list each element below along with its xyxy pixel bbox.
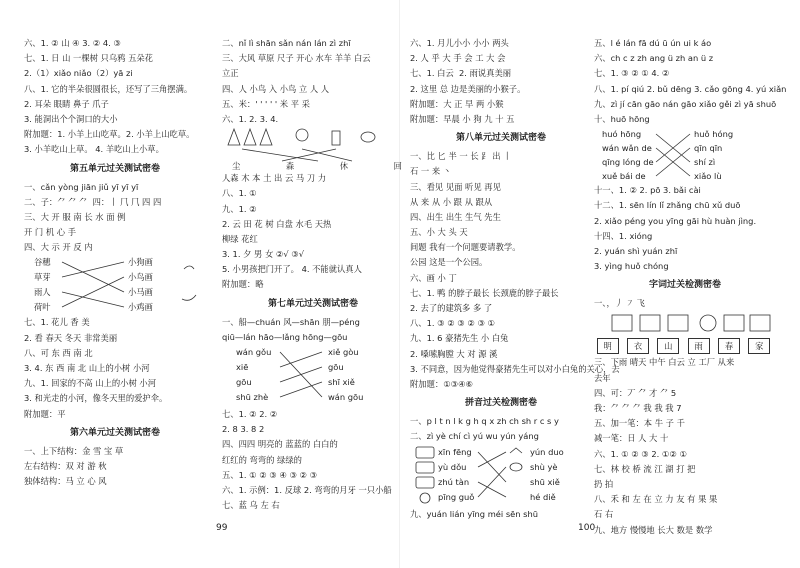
answer-line: 2. 嗓嗦胸膛 大 对 源 溪 — [410, 348, 498, 359]
section-heading: 第八单元过关测试密卷 — [455, 133, 546, 144]
pinyin-picture-matching — [410, 445, 592, 507]
answer-line: 九、地方 慢慢地 长大 数是 数学 — [594, 524, 713, 535]
answer-line: 六、1. 示例：1. 反球 2. 弯弯的月牙 一只小船 — [222, 484, 392, 495]
answer-line: 去年 — [594, 372, 611, 383]
answer-line: 2. 耳朵 眼睛 鼻子 爪子 — [24, 98, 109, 109]
character-box: 山 — [657, 338, 679, 354]
answer-line: 独体结构：马 立 心 风 — [24, 476, 107, 487]
answer-line: 五、加一笔：本 牛 子 千 — [594, 418, 685, 429]
answer-line: 十二、1. sēn lín lǐ zhǎng chū xǔ duō — [594, 200, 741, 211]
answer-line: 附加题：大 正 早 两 小猴 — [410, 98, 504, 109]
answer-line: 附加题：1. 小羊上山吃草。2. 小羊上山吃草。 — [24, 129, 195, 140]
answer-line: 3. 1. 夕 男 女 ②√ ③√ — [222, 249, 304, 260]
answer-line: 九、1. 回家的不高 山上的小树 小河 — [24, 378, 156, 389]
answer-line: 开 门 机 心 手 — [24, 227, 77, 238]
answer-line: 五、米：' ' ' ' ' 米 平 采 — [222, 98, 310, 109]
match-right-item: qīn qīn — [694, 143, 723, 154]
answer-line: 八、可 东 西 南 北 — [24, 347, 93, 358]
answer-line: 左右结构：双 对 游 秋 — [24, 460, 107, 471]
match-left-item: 草芽 — [34, 272, 51, 283]
match-right-item: hé diě — [530, 491, 556, 502]
character-box: 明 — [597, 338, 619, 354]
answer-line: 2. 人 乎 大 手 会 工 大 会 — [410, 53, 506, 64]
answer-line: 一、上下结构：金 雪 宝 草 — [24, 445, 124, 456]
answer-line: 八、1. pí qiú 2. bǔ dēng 3. cǎo gōng 4. yú xiǎn — [594, 83, 787, 94]
answer-line: 七、1. ② 2. ② — [222, 409, 278, 419]
answer-line: 柳绿 花红 — [222, 233, 258, 244]
answer-line: 5. 小男孩把门开了。 4. 不能就认真人 — [222, 264, 362, 275]
match-left-item: zhú tàn — [438, 476, 470, 487]
answer-line: 七、1. 鸭 的脖子最长 长颈鹿的脖子最长 — [410, 287, 559, 298]
answer-line: 2. 8 3. 8 2 — [222, 424, 265, 435]
answer-line: 四、可：丆 ⺈ 才 ⺈ 5 — [594, 387, 677, 398]
match-left-item: huó hōng — [602, 129, 642, 140]
page-number-left: 99 — [216, 523, 228, 533]
match-left-item: 谷穗 — [34, 257, 51, 268]
picture-label: 尘 — [232, 161, 241, 172]
answer-line: 十、huō hōng — [594, 113, 650, 124]
answer-line: 2. 这里 总 边是美丽的小猴子。 — [410, 83, 526, 94]
match-right-item: 小马画 — [128, 287, 153, 298]
answer-line: 附加题：早晨 小 狗 九 十 五 — [410, 113, 515, 124]
picture-row-icons — [594, 311, 776, 337]
column-4 — [594, 36, 787, 536]
match-right-item: shí zì — [694, 157, 716, 168]
match-left-item: 雨人 — [34, 287, 51, 298]
answer-line: 一、cǎn yòng jiān jiǔ yī yī yī — [24, 181, 139, 192]
answer-line: 扔 拍 — [594, 478, 614, 489]
answer-line: 2. 云 田 花 树 白盘 水毛 天热 — [222, 218, 332, 229]
answer-line: 八、1. 它的半朵很圆很长，还写了三角摆满。 — [24, 83, 193, 94]
answer-line: 六、1. ① ② ③ 2. ①② ① — [594, 448, 687, 459]
answer-line: 十一、1. ② 2. pō 3. bǎi cài — [594, 185, 701, 196]
answer-line: 附加题：①③④⑥ — [410, 378, 473, 389]
answer-line: 六、画 小 丁 — [410, 272, 457, 283]
match-left-item: shū zhè — [236, 392, 269, 402]
match-right-item: 小狗画 — [128, 257, 153, 268]
answer-line: 五、小 大 头 天 — [410, 227, 468, 238]
answer-line: 三、看见 见面 听见 再见 — [410, 181, 501, 192]
answer-line: 二、nǐ lì shān sǎn nán lán zì zhī — [222, 38, 351, 48]
match-left-item: xuě bái de — [602, 171, 646, 182]
match-right-item: wán gōu — [328, 392, 364, 402]
answer-line: 二、子：⺈ ⺈ ⺈ 四：丨 ⺇ ⺇ 四 四 — [24, 196, 162, 207]
pinyin-matching — [594, 127, 776, 183]
answer-line: 3. 和光走的小河，像冬天里的爱护伞。 — [24, 393, 168, 404]
section-heading: 字词过关检测密卷 — [648, 280, 721, 291]
match-left-item: yù dǒu — [438, 461, 467, 472]
answer-line: 四、人 小鸟 入 小鸟 立 人 人 — [222, 83, 330, 94]
match-left-item: xīn fēng — [438, 446, 472, 457]
section-heading: 第五单元过关测试密卷 — [69, 163, 160, 174]
answer-line: 五、1. ① ② ③ ④ ③ ② ③ — [222, 469, 318, 480]
answer-line: 十四、1. xióng — [594, 230, 653, 241]
answer-line: 一、，丿 ㇇ 飞 — [594, 298, 645, 309]
answer-line: 七、1. 白云 2. 雨说真美丽 — [410, 68, 512, 79]
page-number-right: 100 — [578, 523, 596, 533]
answer-line: 七、蓝 乌 左 右 — [222, 500, 280, 511]
answer-line: 七、1. ③ ② ① 4. ② — [594, 68, 670, 79]
answer-line: 七、1. 花儿 香 美 — [24, 317, 90, 328]
match-right-item: shū xiě — [530, 476, 560, 487]
match-lines — [594, 127, 776, 183]
answer-line: 2. yuán shì yuán zhī — [594, 245, 678, 256]
match-left-item: wán gǒu — [236, 347, 272, 357]
answer-line: 从 来 从 小 跟 从 跟从 — [410, 196, 493, 207]
section-heading: 拼音过关检测密卷 — [464, 398, 537, 409]
section-heading: 第六单元过关测试密卷 — [69, 427, 160, 438]
answer-line: 九、1. ② — [222, 203, 257, 214]
picture-label: 休 — [339, 161, 349, 172]
answer-line: 3. 4. 东 西 南 北 山上的小树 小河 — [24, 363, 150, 373]
answer-line: 九、yuán lián yīng méi sēn shū — [410, 508, 539, 519]
answer-line: 红红的 弯弯的 绿绿的 — [222, 454, 302, 465]
answer-line: 2. xiǎo péng you yīng gāi hù huàn jìng. — [594, 215, 757, 226]
answer-line: 3. yìng huǒ chóng — [594, 261, 669, 272]
match-left-item: pīng guǒ — [438, 491, 475, 502]
answer-line: 3. 不同意，因为他觉得豪猪先生可以对小白兔的关心，去 — [410, 363, 620, 374]
picture-row — [594, 311, 776, 337]
answer-line: 五、l é lán fā dú ū ún ui k áo — [594, 38, 712, 48]
answer-line: 2.（1）xiǎo niǎo（2）yā zi — [24, 68, 133, 79]
answer-line: 石 一 来 丶 — [410, 166, 452, 177]
answer-line: 八、1. ① — [222, 188, 257, 199]
match-lines — [222, 345, 404, 407]
answer-line: 二、zì yè chí cì yú wu yún yáng — [410, 431, 539, 442]
answer-line: 三、下雨 晴天 中午 白云 立 工厂 从来 — [594, 357, 735, 368]
match-right-item: shī xiě — [328, 377, 355, 387]
match-right-item: 小鸡画 — [128, 302, 153, 313]
answer-line: 附加题：略 — [222, 279, 264, 290]
answer-line: 六、1. 月儿小小 小小 两头 — [410, 38, 509, 48]
match-right-item: huǒ hóng — [694, 129, 734, 140]
answer-line: 石 右 — [594, 509, 614, 520]
character-box: 雨 — [688, 338, 710, 354]
answer-line: 六、1. ② 山 ④ 3. ② 4. ③ — [24, 38, 121, 48]
answer-line: 3. 能洞出个个洞口的大小 — [24, 113, 118, 124]
answer-line: qiū—lán hāo—lǎng hōng—gōu — [222, 331, 348, 342]
answer-line: 九、zì jí cān gāo nán gāo xiǎo gěi zì yā shuō — [594, 98, 777, 109]
answer-line: 2. 看 春天 冬天 非常美丽 — [24, 332, 118, 343]
answer-line: 人森 木 本 土 出 云 马 刀 力 — [222, 173, 327, 184]
answer-line: 减一笔：日 人 大 十 — [594, 433, 669, 444]
answer-line: 六、ch c z zh ang ü zh an ü z — [594, 53, 714, 64]
match-left-item: qīng lóng de — [602, 157, 654, 168]
match-right-item: xiǎo lù — [694, 171, 722, 182]
match-right-item: shù yè — [530, 461, 558, 472]
answer-line: 公园 这是一个公园。 — [410, 257, 488, 268]
picture-label: 回 — [393, 161, 402, 172]
pinyin-matching — [222, 345, 404, 407]
picture-label: 森 — [285, 161, 295, 172]
match-right-item: yún duo — [530, 446, 564, 457]
character-box: 家 — [748, 338, 770, 354]
match-right-item: gōu — [328, 362, 344, 372]
answer-line: 九、1. 6 豪猪先生 小 白兔 — [410, 333, 509, 344]
answer-line: 七、1. 日 山 一棵树 只乌鸦 五朵花 — [24, 53, 153, 64]
answer-line: 四、大 示 开 反 内 — [24, 242, 93, 253]
answer-line: 2. 去了的建筑多 多 了 — [410, 303, 493, 313]
answer-line: 一、p l t n l k g h q x zh ch sh r c s y — [410, 416, 559, 427]
column-2 — [222, 36, 404, 536]
answer-line: 四、四四 明亮的 蓝蓝的 白白的 — [222, 439, 338, 450]
answer-line: 三、大风 草原 尺子 开心 水车 羊羊 白云 — [222, 53, 371, 64]
match-right-item: xiě gòu — [328, 347, 359, 357]
answer-line: 七、林 校 桥 流 江 湖 打 把 — [594, 463, 696, 474]
answer-line: 我：⺈ ⺈ ⺈ 我 我 我 7 — [594, 403, 682, 413]
picture-matching — [222, 127, 404, 171]
matching-diagram — [24, 255, 206, 315]
answer-line: 六、1. 2. 3. 4. — [222, 113, 279, 124]
character-box-row — [594, 337, 776, 355]
answer-line: 附加题：平 — [24, 408, 66, 419]
match-left-item: 荷叶 — [34, 302, 51, 313]
answer-line: 一、比 匕 半 一 长 ⻊ 出 丨 — [410, 151, 512, 162]
match-left-item: xiē — [236, 362, 249, 372]
character-box: 春 — [718, 338, 740, 354]
answer-line: 八、禾 和 左 在 立 力 友 有 果 果 — [594, 494, 718, 505]
answer-line: 四、出生 出生 生气 先生 — [410, 211, 501, 222]
character-box: 衣 — [627, 338, 649, 354]
answer-line: 立正 — [222, 68, 239, 79]
match-left-item: wán wǎn de — [602, 143, 652, 154]
match-right-item: 小鸟画 — [128, 272, 153, 283]
answer-line: 三、大 开 服 南 长 水 面 例 — [24, 211, 126, 222]
answer-line: 3. 小羊吃山上草。 4. 羊吃山上小草。 — [24, 144, 164, 155]
match-lines — [24, 255, 206, 315]
match-left-item: gōu — [236, 377, 252, 387]
section-heading: 第七单元过关测试密卷 — [267, 298, 358, 309]
answer-line: 八、1. ③ ② ③ ② ③ ① — [410, 318, 495, 329]
answer-line: 间题 我有一个问题要请教学。 — [410, 242, 521, 253]
answer-line: 一、船—chuán 风—shān 朋—péng — [222, 316, 360, 327]
column-1 — [24, 36, 206, 536]
